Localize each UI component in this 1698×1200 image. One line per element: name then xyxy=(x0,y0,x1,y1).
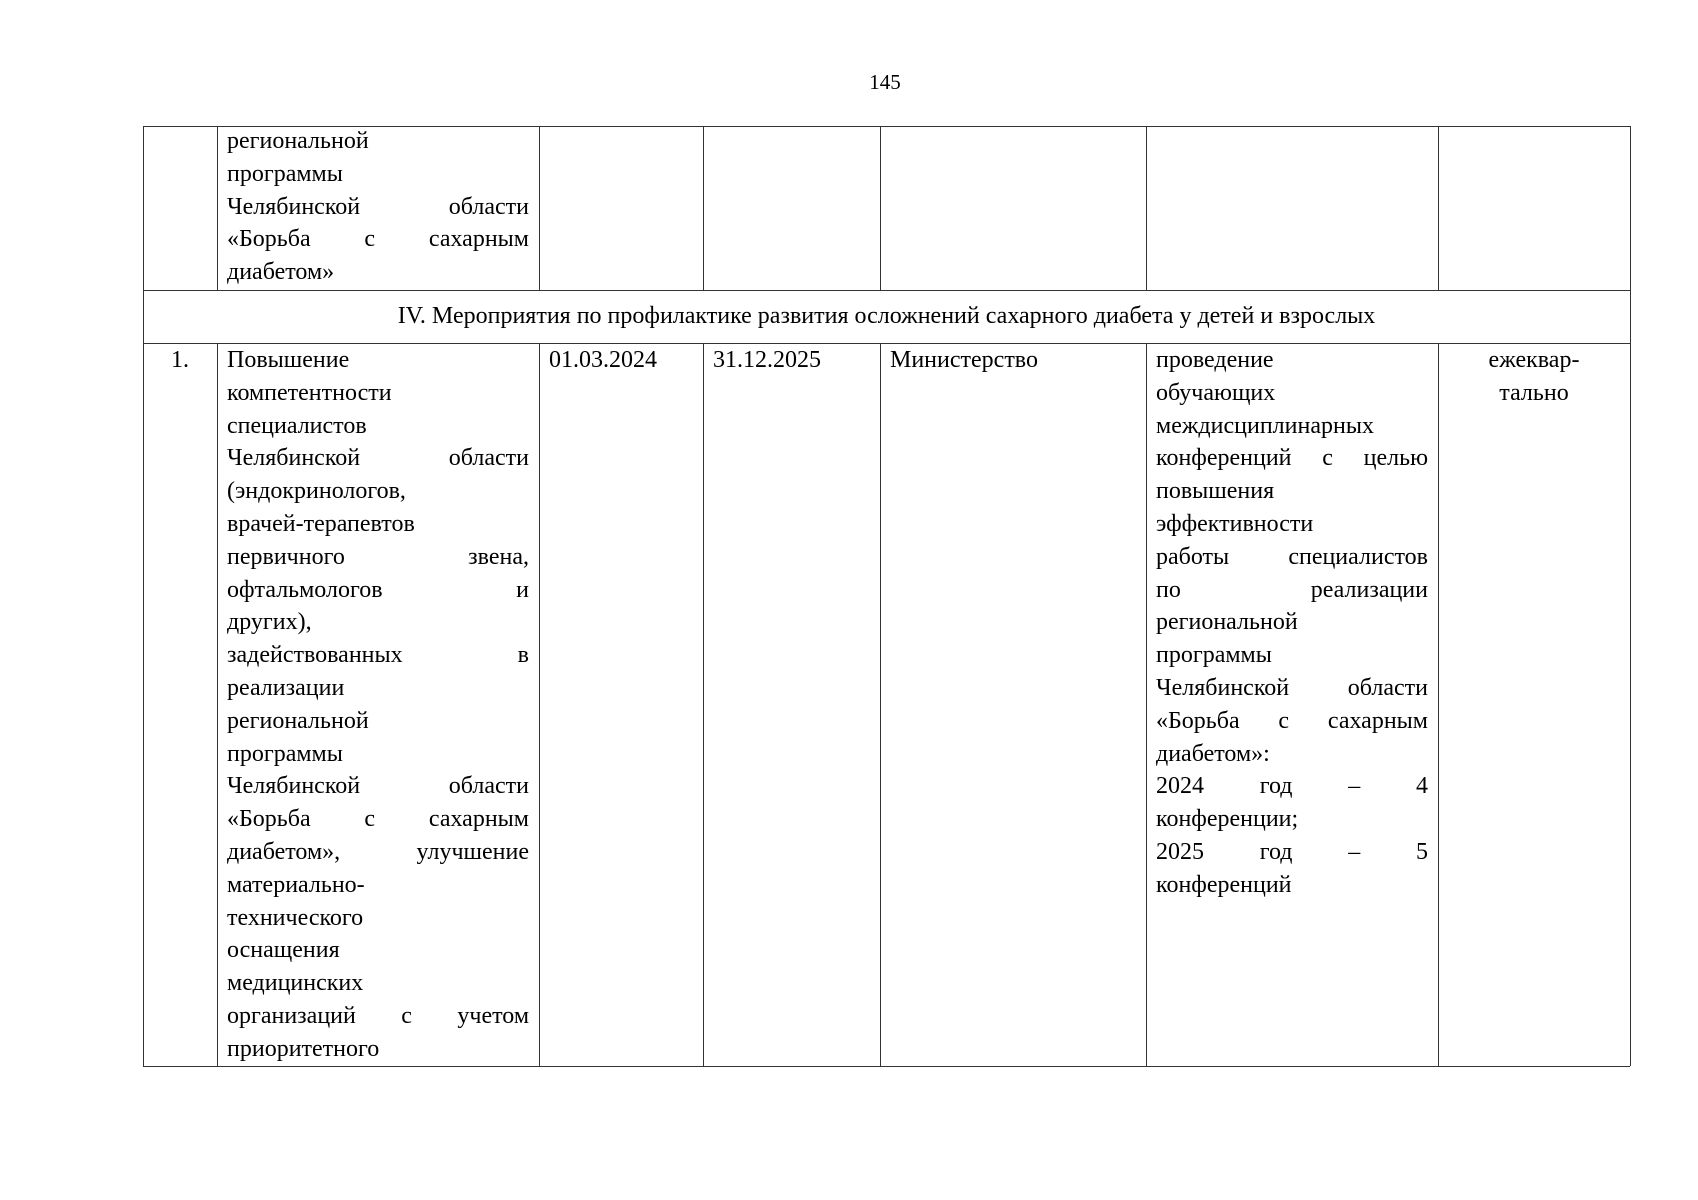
text-line: медицинских xyxy=(227,970,364,997)
plan-table xyxy=(143,126,1630,1066)
text-line: Повышение xyxy=(227,347,350,373)
text-line: офтальмологов и xyxy=(227,576,529,603)
text-line: обучающих xyxy=(1156,379,1276,406)
col-border xyxy=(703,126,704,290)
text-line: работы специалистов xyxy=(1156,543,1428,570)
col-border xyxy=(217,126,218,290)
expected-result xyxy=(1156,344,1428,902)
text-line: приоритетного xyxy=(227,1035,380,1062)
text-line: по реализации xyxy=(1156,576,1428,603)
text-line: тально xyxy=(1499,379,1569,406)
text-line: программы xyxy=(1156,642,1272,669)
col-border xyxy=(1438,343,1439,1066)
row-number: 1. xyxy=(171,347,189,373)
text-line: материально- xyxy=(227,871,365,898)
activity-description xyxy=(227,344,529,1066)
text-line: реализации xyxy=(227,674,345,701)
page-number: 145 xyxy=(869,70,901,94)
text-line: первичного звена, xyxy=(227,543,529,570)
col-border xyxy=(1146,126,1147,290)
responsible: Министерство xyxy=(890,347,1038,373)
col-border xyxy=(1146,343,1147,1066)
table-border-bottom xyxy=(143,1066,1630,1067)
text-line: 2024 год – 4 xyxy=(1156,773,1428,800)
text-line: (эндокринологов, xyxy=(227,478,406,505)
text-line: региональной xyxy=(227,128,369,154)
text-line: конференций xyxy=(1156,871,1292,898)
text-line: диабетом»: xyxy=(1156,740,1270,767)
text-line: врачей-терапевтов xyxy=(227,510,415,537)
text-line: «Борьба с сахарным xyxy=(1156,707,1428,734)
text-line: конференций с целью xyxy=(1156,445,1428,472)
text-line: диабетом», улучшение xyxy=(227,838,529,865)
start-date: 01.03.2024 xyxy=(549,347,657,373)
text-line: технического xyxy=(227,904,364,931)
text-line: диабетом» xyxy=(227,259,335,286)
col-border xyxy=(539,343,540,1066)
text-line: программы xyxy=(227,740,343,767)
col-border xyxy=(143,126,144,1066)
text-line: программы xyxy=(227,160,343,187)
text-line: 2025 год – 5 xyxy=(1156,838,1428,865)
col-border xyxy=(1438,126,1439,290)
text-line: Челябинской области xyxy=(1156,674,1428,701)
text-line: региональной xyxy=(1156,609,1298,636)
col-border xyxy=(217,343,218,1066)
text-line: эффективности xyxy=(1156,510,1314,537)
text-line: ежеквар- xyxy=(1488,347,1580,373)
text-line: организаций с учетом xyxy=(227,1002,529,1029)
col-border xyxy=(880,343,881,1066)
text-line: Челябинской области xyxy=(227,445,529,472)
section-title: IV. Мероприятия по профилактике развития осложнений сахарного диабета у детей и взрослых xyxy=(397,303,1376,329)
text-line: региональной xyxy=(227,707,369,734)
text-line: Челябинской области xyxy=(227,773,529,800)
text-line: задействованных в xyxy=(227,642,529,669)
col-border xyxy=(539,126,540,290)
col-border xyxy=(1630,126,1631,1066)
text-line: «Борьба с сахарным xyxy=(227,806,529,833)
text-line: «Борьба с сахарным xyxy=(227,226,529,253)
text-line: повышения xyxy=(1156,478,1275,505)
periodicity xyxy=(1443,344,1625,410)
col-border xyxy=(703,343,704,1066)
text-line: конференции; xyxy=(1156,806,1299,833)
text-line: оснащения xyxy=(227,937,340,964)
col-border xyxy=(880,126,881,290)
end-date: 31.12.2025 xyxy=(713,347,821,373)
text-line: других), xyxy=(227,609,312,636)
text-line: междисциплинарных xyxy=(1156,412,1374,439)
text-line: компетентности xyxy=(227,379,392,406)
text-line: проведение xyxy=(1156,347,1274,373)
text-line: Челябинской области xyxy=(227,193,529,220)
text-line: специалистов xyxy=(227,412,367,439)
continued-description xyxy=(227,125,529,289)
